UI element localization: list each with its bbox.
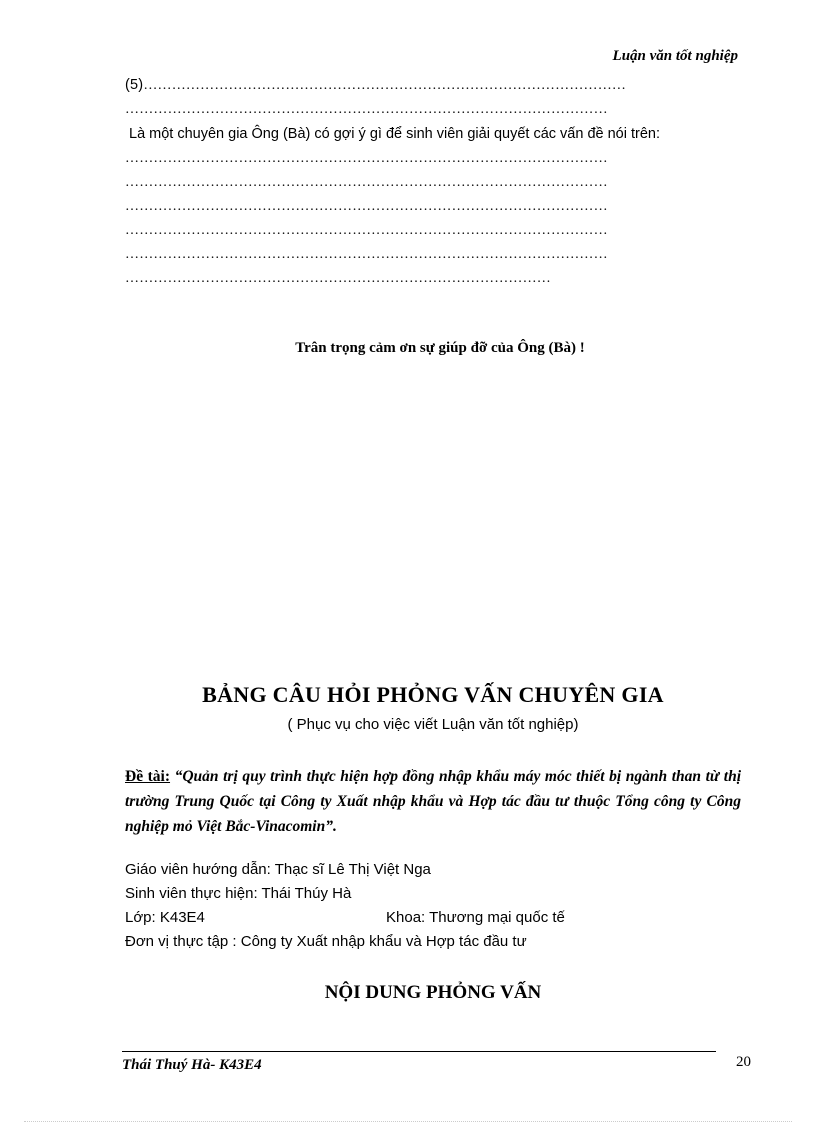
answer-dots-line-5: ………………………………………………………………………………………… — [125, 223, 608, 238]
survey-title: BẢNG CÂU HỎI PHỎNG VẤN CHUYÊN GIA — [202, 682, 664, 707]
running-header-title: Luận văn tốt nghiệp — [612, 48, 738, 64]
internship-unit-line: Đơn vị thực tập : Công ty Xuất nhập khẩu và Hợp tác đầu tư — [125, 933, 527, 950]
topic-label: Đề tài: — [125, 768, 171, 785]
answer-dots-line-1: ………………………………………………………………………………………… — [125, 102, 608, 117]
answer-dots-line-7: ……………………………………………………………………………… — [125, 271, 551, 286]
thank-you-note: Trân trọng cảm ơn sự giúp đỡ của Ông (Bà) ! — [295, 340, 585, 356]
answer-dots-line-4: ………………………………………………………………………………………… — [125, 199, 608, 214]
thesis-topic — [125, 764, 741, 839]
footer-divider — [122, 1051, 716, 1052]
answer-dots-line-2: ………………………………………………………………………………………… — [125, 151, 608, 166]
advisor-line: Giáo viên hướng dẫn: Thạc sĩ Lê Thị Việt Nga — [125, 861, 431, 878]
faculty-line: Khoa: Thương mại quốc tế — [386, 909, 565, 926]
item-5-line — [125, 77, 725, 94]
survey-subtitle: ( Phục vụ cho việc viết Luận văn tốt nghiệp) — [287, 716, 579, 733]
interview-content-heading: NỘI DUNG PHỎNG VẤN — [324, 982, 542, 1003]
answer-dots-line-6: ………………………………………………………………………………………… — [125, 247, 608, 262]
answer-dots-line-3: ………………………………………………………………………………………… — [125, 175, 608, 190]
item-5-label: (5) — [125, 77, 144, 93]
class-line: Lớp: K43E4 — [125, 909, 205, 926]
student-line: Sinh viên thực hiện: Thái Thúy Hà — [125, 885, 352, 902]
footer-author: Thái Thuý Hà- K43E4 — [122, 1057, 262, 1073]
page-number: 20 — [736, 1054, 751, 1070]
expert-suggestion-prompt: Là một chuyên gia Ông (Bà) có gợi ý gì để sinh viên giải quyết các vấn đề nói trên: — [129, 126, 661, 142]
page-bottom-border — [24, 1121, 792, 1122]
item-5-dots: ………………………………………………………………………………………… — [143, 78, 627, 93]
topic-text: “Quản trị quy trình thực hiện hợp đồng nhập khẩu máy móc thiết bị ngành than từ thị trường Trung Quốc tại Công ty Xuất nhập khẩu và Hợp tác đầu tư thuộc Tổng công ty Công nghiệp mỏ Việt Bắc-Vinacomin”. — [125, 768, 742, 835]
